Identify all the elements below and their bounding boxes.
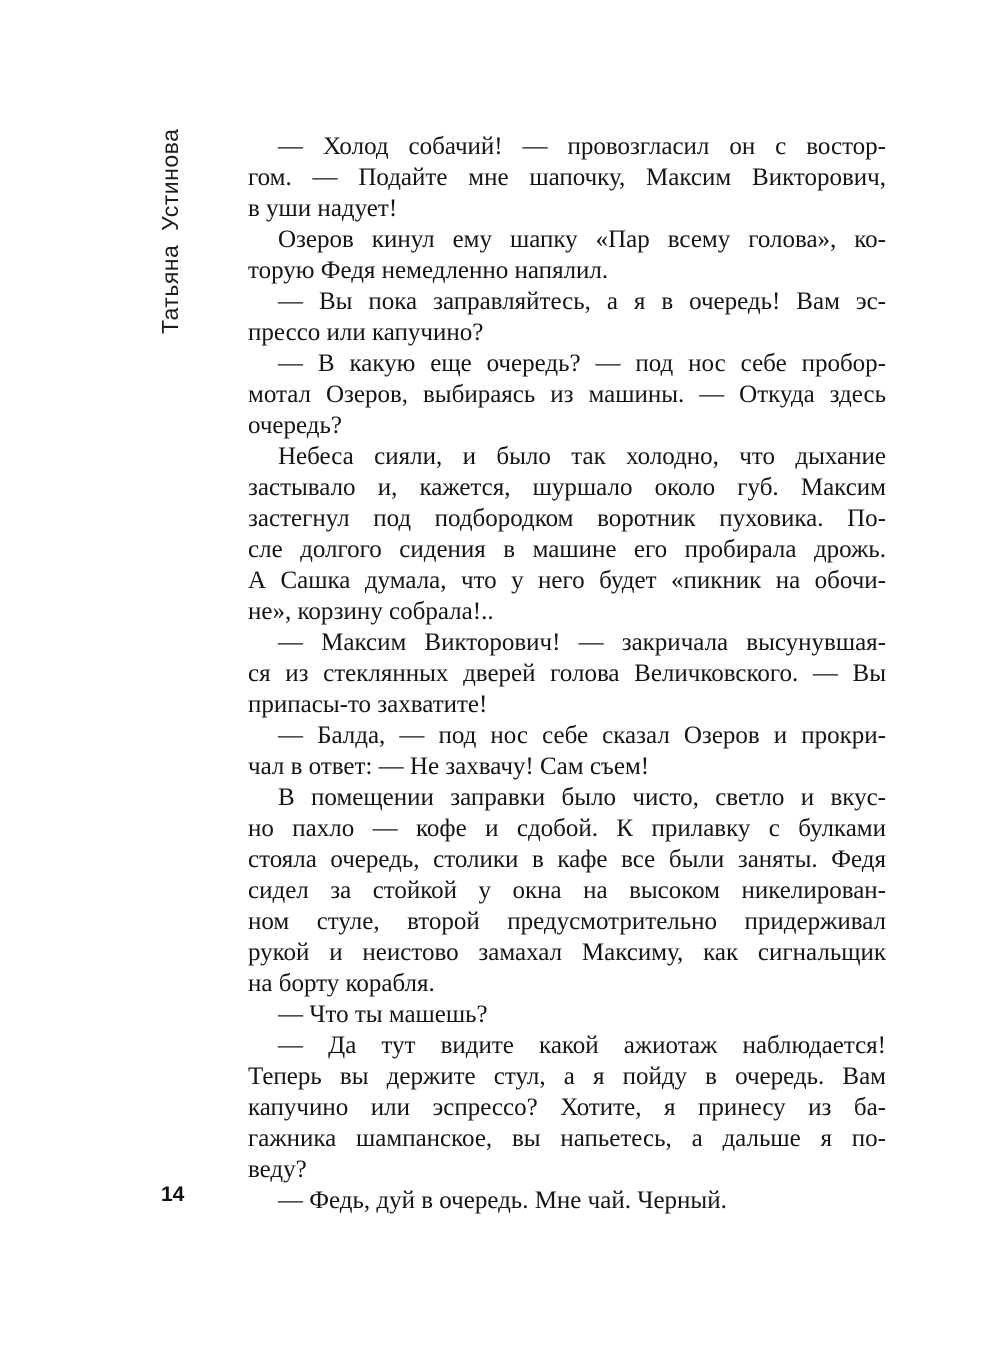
text-line: — Балда, — под нос себе сказал Озеров и прокри- — [278, 722, 886, 749]
text-line: застегнул под подбородком воротник пуховика. По- — [248, 505, 886, 532]
text-line: сле долгого сидения в машине его пробирала дрожь. — [248, 536, 886, 563]
text-line: Озеров кинул ему шапку «Пар всему голова», ко- — [278, 226, 886, 253]
text-line: — В какую еще очередь? — под нос себе пробор- — [278, 350, 886, 377]
text-line: прессо или капучино? — [248, 319, 484, 346]
text-block — [248, 131, 886, 1216]
text-line: — Что ты машешь? — [278, 1001, 488, 1028]
text-line: ном стуле, второй предусмотрительно придерживал — [248, 908, 886, 935]
text-line: торую Федя немедленно напялил. — [248, 257, 609, 284]
text-line: в уши надует! — [248, 195, 398, 222]
text-line: но пахло — кофе и сдобой. К прилавку с булками — [248, 815, 886, 842]
text-line: капучино или эспрессо? Хотите, я принесу из ба- — [248, 1094, 886, 1121]
text-line: гажника шампанское, вы напьетесь, а дальше я по- — [248, 1125, 886, 1152]
text-line: стояла очередь, столики в кафе все были заняты. Федя — [248, 846, 886, 873]
text-line: чал в ответ: — Не захвачу! Сам съем! — [248, 753, 650, 780]
text-line: сидел за стойкой у окна на высоком никелирован- — [248, 877, 886, 904]
text-line: ся из стеклянных дверей голова Величковского. — Вы — [248, 660, 886, 687]
text-line: — Холод собачий! — провозгласил он с востор- — [278, 133, 886, 160]
text-line: мотал Озеров, выбираясь из машины. — Откуда здесь — [248, 381, 886, 408]
text-line: не», корзину собрала!.. — [248, 598, 494, 625]
text-line: веду? — [248, 1156, 307, 1183]
text-line: Небеса сияли, и было так холодно, что дыхание — [278, 443, 886, 470]
page-number: 14 — [161, 1183, 185, 1206]
text-line: — Федь, дуй в очередь. Мне чай. Черный. — [278, 1187, 727, 1214]
text-line: А Сашка думала, что у него будет «пикник на обочи- — [248, 567, 886, 594]
text-line: В помещении заправки было чисто, светло и вкус- — [278, 784, 886, 811]
author-spine-label: Татьяна Устинова — [157, 128, 183, 334]
text-line: припасы-то захватите! — [248, 691, 488, 718]
text-line: рукой и неистово замахал Максиму, как сигнальщик — [248, 939, 886, 966]
text-line: — Вы пока заправляйтесь, а я в очередь! Вам эс- — [278, 288, 886, 315]
text-line: гом. — Подайте мне шапочку, Максим Викторович, — [248, 164, 886, 191]
text-line: на борту корабля. — [248, 970, 435, 997]
text-line: очередь? — [248, 412, 343, 439]
text-line: Теперь вы держите стул, а я пойду в очередь. Вам — [248, 1063, 886, 1090]
text-line: — Да тут видите какой ажиотаж наблюдается! — [278, 1032, 886, 1059]
text-line: застывало и, кажется, шуршало около губ. Максим — [248, 474, 886, 501]
text-line: — Максим Викторович! — закричала высунувшая- — [278, 629, 886, 656]
